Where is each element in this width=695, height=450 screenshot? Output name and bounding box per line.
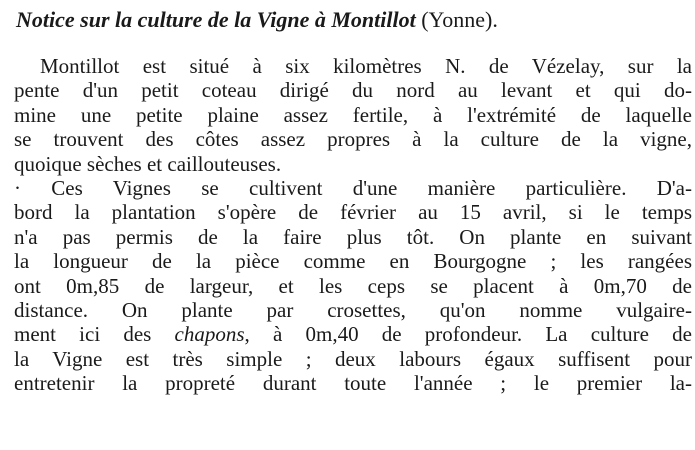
text-line: pente d'un petit coteau dirigé du nord au levant et qui do- (14, 78, 692, 103)
title-main: Notice sur la culture de la Vigne à Montillot (16, 7, 416, 32)
text-line: la Vigne est très simple ; deux labours égaux suffisent pour (14, 346, 692, 371)
text-line: entretenir la propreté durant toute l'année ; le premier la- (14, 371, 692, 396)
text-line: bord la plantation s'opère de février au 15 avril, si le temps (14, 200, 692, 225)
text-fragment: , à 0m,40 de profondeur. La culture de (244, 322, 692, 347)
text-line: quoique sèches et caillouteuses. (14, 151, 282, 176)
text-line: Montillot est situé à six kilomètres N. de Vézelay, sur la (40, 54, 692, 78)
body-text (14, 54, 692, 395)
text-line: · Ces Vignes se cultivent d'une manière particulière. D'a- (14, 175, 692, 200)
text-line: distance. On plante par crosettes, qu'on nomme vulgaire- (14, 297, 692, 322)
text-fragment: ment ici des (14, 322, 175, 347)
text-line: ont 0m,85 de largeur, et les ceps se placent à 0m,70 de (14, 273, 692, 298)
text-line: mine une petite plaine assez fertile, à l'extrémité de laquelle (14, 102, 692, 127)
title-region: (Yonne). (421, 7, 498, 32)
text-line: se trouvent des côtes assez propres à la culture de la vigne, (14, 127, 692, 152)
text-line: la longueur de la pièce comme en Bourgogne ; les rangées (14, 249, 692, 274)
italic-term: chapons (174, 322, 245, 347)
text-line-with-italic (14, 322, 692, 346)
page-title (16, 6, 688, 34)
text-line: n'a pas permis de la faire plus tôt. On plante en suivant (14, 224, 692, 249)
